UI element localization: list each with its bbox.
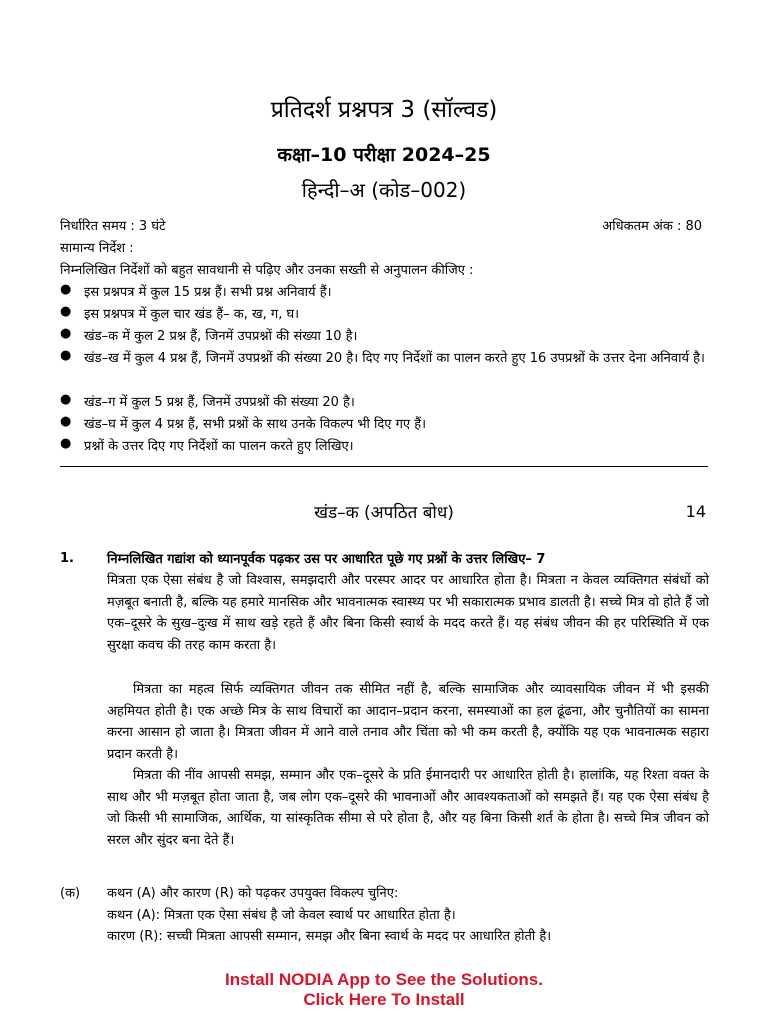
instruction-text: प्रश्नों के उत्तर दिए गए निर्देशों का पालन करते हुए लिखिए। [84, 439, 354, 454]
instruction-text: खंड–ख में कुल 4 प्रश्न हैं, जिनमें उपप्रश्नों की संख्या 20 है। दिए गए निर्देशों का पालन करते हुए 16 उपप्रश्नों के उत्तर देना अनिवार्य है। [84, 351, 705, 366]
passage-paragraph-2: मित्रता का महत्व सिर्फ व्यक्तिगत जीवन तक सीमित नहीं है, बल्कि सामाजिक और व्यावसायिक जीवन में भी इसकी अहमियत होती है। एक अच्छे मित्र के साथ विचारों का आदान–प्रदान करना, समस्याओं का हल ढूंढना, और चुनौतियों का सामना करना आसान हो जाता है। मित्रता जीवन में आने वाले तनाव और चिंता को भी कम करती है, क्योंकि यह एक भावनात्मक सहारा प्रदान करती है। [107, 682, 709, 763]
paper-title: प्रतिदर्श प्रश्नपत्र 3 (सॉल्वड) [270, 97, 498, 123]
instruction-text: इस प्रश्नपत्र में कुल 15 प्रश्न हैं। सभी प्रश्न अनिवार्य हैं। [84, 285, 332, 300]
bullet-icon: ● [60, 304, 72, 319]
subquestion-label: (क) [60, 886, 81, 901]
instruction-text: इस प्रश्नपत्र में कुल चार खंड हैं– क, ख, ग, घ। [84, 307, 300, 322]
bullet-icon: ● [60, 436, 72, 451]
section-title: खंड–क (अपठित बोध) [314, 503, 454, 523]
passage-paragraph-1: मित्रता एक ऐसा संबंध है जो विश्वास, समझदारी और परस्पर आदर पर आधारित होता है। मित्रता न केवल व्यक्तिगत संबंधों को मज़बूत बनाती है, बल्कि यह हमारे मानसिक और भावनात्मक स्वास्थ्य पर भी सकारात्मक प्रभाव डालती है। सच्चे मित्र वो होते हैं जो एक–दूसरे के सुख–दुःख में साथ खड़े रहते हैं और बिना किसी स्वार्थ के मदद करते हैं। यह संबंध जीवन की हर परिस्थिति में एक सुरक्षा कवच की तरह काम करता है। [107, 573, 709, 654]
class-exam-line: कक्षा–10 परीक्षा 2024–25 [277, 144, 491, 166]
install-link[interactable]: Click Here To Install [303, 990, 465, 1009]
subject-line: हिन्दी–अ (कोड–002) [301, 178, 467, 202]
question-number: 1. [60, 551, 74, 566]
assertion-line: कथन (A): मित्रता एक ऐसा संबंध है जो केवल स्वार्थ पर आधारित होता है। [107, 907, 456, 923]
bullet-icon: ● [60, 282, 72, 297]
instruction-text: खंड–ग में कुल 5 प्रश्न हैं, जिनमें उपप्रश्नों की संख्या 20 है। [84, 395, 355, 410]
time-allowed: निर्धारित समय : 3 घंटे [60, 219, 166, 234]
instruction-text: खंड–क में कुल 2 प्रश्न हैं, जिनमें उपप्रश्नों की संख्या 10 है। [84, 329, 358, 344]
bullet-icon: ● [60, 392, 72, 407]
passage-paragraph-3: मित्रता की नींव आपसी समझ, सम्मान और एक–दूसरे के प्रति ईमानदारी पर आधारित होती है। हालांकि, यह रिश्ता वक्त के साथ और भी मज़बूत होता जाता है, जब लोग एक–दूसरे की भावनाओं और आवश्यकताओं को समझते हैं। यह एक ऐसा संबंध है जो किसी भी सामाजिक, आर्थिक, या सांस्कृतिक सीमा से परे होता है, और यह बिना किसी शर्त के होता है। सच्चे मित्र जीवन को सरल और सुंदर बना देते हैं। [107, 768, 709, 849]
section-marks: 14 [685, 502, 706, 521]
max-marks: अधिकतम अंक : 80 [602, 219, 702, 234]
bullet-icon: ● [60, 414, 72, 429]
bullet-icon: ● [60, 348, 72, 363]
subquestion-prompt: कथन (A) और कारण (R) को पढ़कर उपयुक्त विकल्प चुनिए: [107, 886, 399, 901]
reason-line: कारण (R): सच्ची मित्रता आपसी सम्मान, समझ और बिना स्वार्थ के मदद पर आधारित होती है। [107, 929, 552, 944]
install-app-banner[interactable]: Install NODIA App to See the Solutions. [225, 970, 543, 989]
instruction-text: खंड–घ में कुल 4 प्रश्न हैं, सभी प्रश्नों के साथ उनके विकल्प भी दिए गए हैं। [84, 417, 427, 432]
section-divider [60, 466, 708, 467]
instructions-heading: सामान्य निर्देश : [60, 241, 134, 256]
bullet-icon: ● [60, 326, 72, 341]
subquestion-body [107, 883, 709, 948]
instructions-intro: निम्नलिखित निर्देशों को बहुत सावधानी से पढ़िए और उनका सख्ती से अनुपालन कीजिए : [60, 263, 474, 278]
question-heading: निम्नलिखित गद्यांश को ध्यानपूर्वक पढ़कर उस पर आधारित पूछे गए प्रश्नों के उत्तर लिखिए– 7 [107, 552, 546, 567]
